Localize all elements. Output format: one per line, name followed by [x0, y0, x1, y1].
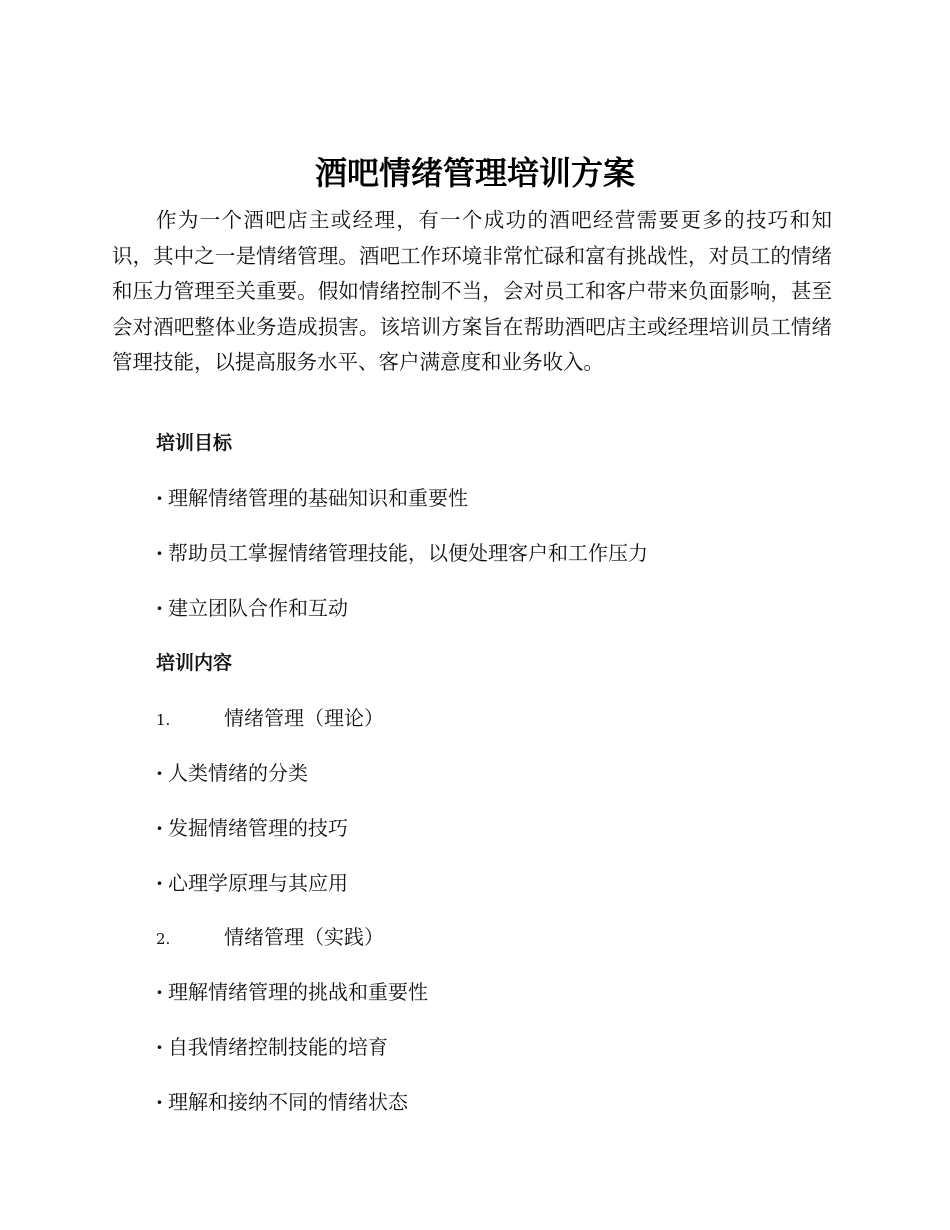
document-title: 酒吧情绪管理培训方案	[314, 154, 635, 192]
bullet-marker: ·	[156, 596, 163, 620]
list-item-text: 理解情绪管理的基础知识和重要性	[168, 486, 468, 510]
list-item-text: 帮助员工掌握情绪管理技能，以便处理客户和工作压力	[168, 541, 648, 565]
section-title-text: 情绪管理（实践）	[224, 925, 384, 949]
bullet-marker: ·	[156, 871, 163, 895]
list-item	[156, 1087, 408, 1117]
bullet-marker: ·	[156, 980, 163, 1004]
list-item-text: 理解和接纳不同的情绪状态	[168, 1090, 408, 1114]
list-item-text: 发掘情绪管理的技巧	[168, 816, 348, 840]
list-item	[156, 758, 308, 788]
list-item	[156, 813, 348, 843]
intro-paragraph: 作为一个酒吧店主或经理，有一个成功的酒吧经营需要更多的技巧和知识，其中之一是情绪管理。酒吧工作环境非常忙碌和富有挑战性，对员工的情绪和压力管理至关重要。假如情绪控制不当，会对员工和客户带来负面影响，甚至会对酒吧整体业务造成损害。该培训方案旨在帮助酒吧店主或经理培训员工情绪管理技能，以提高服务水平、客户满意度和业务收入。	[112, 208, 832, 374]
list-item-text: 自我情绪控制技能的培育	[168, 1035, 388, 1059]
bullet-marker: ·	[156, 1035, 163, 1059]
list-item	[156, 593, 348, 623]
bullet-marker: ·	[156, 761, 163, 785]
bullet-marker: ·	[156, 541, 163, 565]
bullet-marker: ·	[156, 816, 163, 840]
content-heading: 培训内容	[156, 652, 233, 674]
section-number: 1.	[156, 711, 171, 729]
goals-heading: 培训目标	[156, 432, 233, 454]
bullet-marker: ·	[156, 1090, 163, 1114]
list-item	[156, 1032, 388, 1062]
list-item-text: 人类情绪的分类	[168, 761, 308, 785]
numbered-section-title	[156, 922, 384, 954]
list-item	[156, 977, 428, 1007]
bullet-marker: ·	[156, 486, 163, 510]
list-item	[156, 483, 468, 513]
section-number: 2.	[156, 930, 171, 948]
list-item-text: 理解情绪管理的挑战和重要性	[168, 980, 428, 1004]
numbered-section-title	[156, 703, 384, 735]
list-item	[156, 868, 348, 898]
list-item	[156, 538, 648, 568]
list-item-text: 心理学原理与其应用	[168, 871, 348, 895]
list-item-text: 建立团队合作和互动	[168, 596, 348, 620]
section-title-text: 情绪管理（理论）	[224, 706, 384, 730]
